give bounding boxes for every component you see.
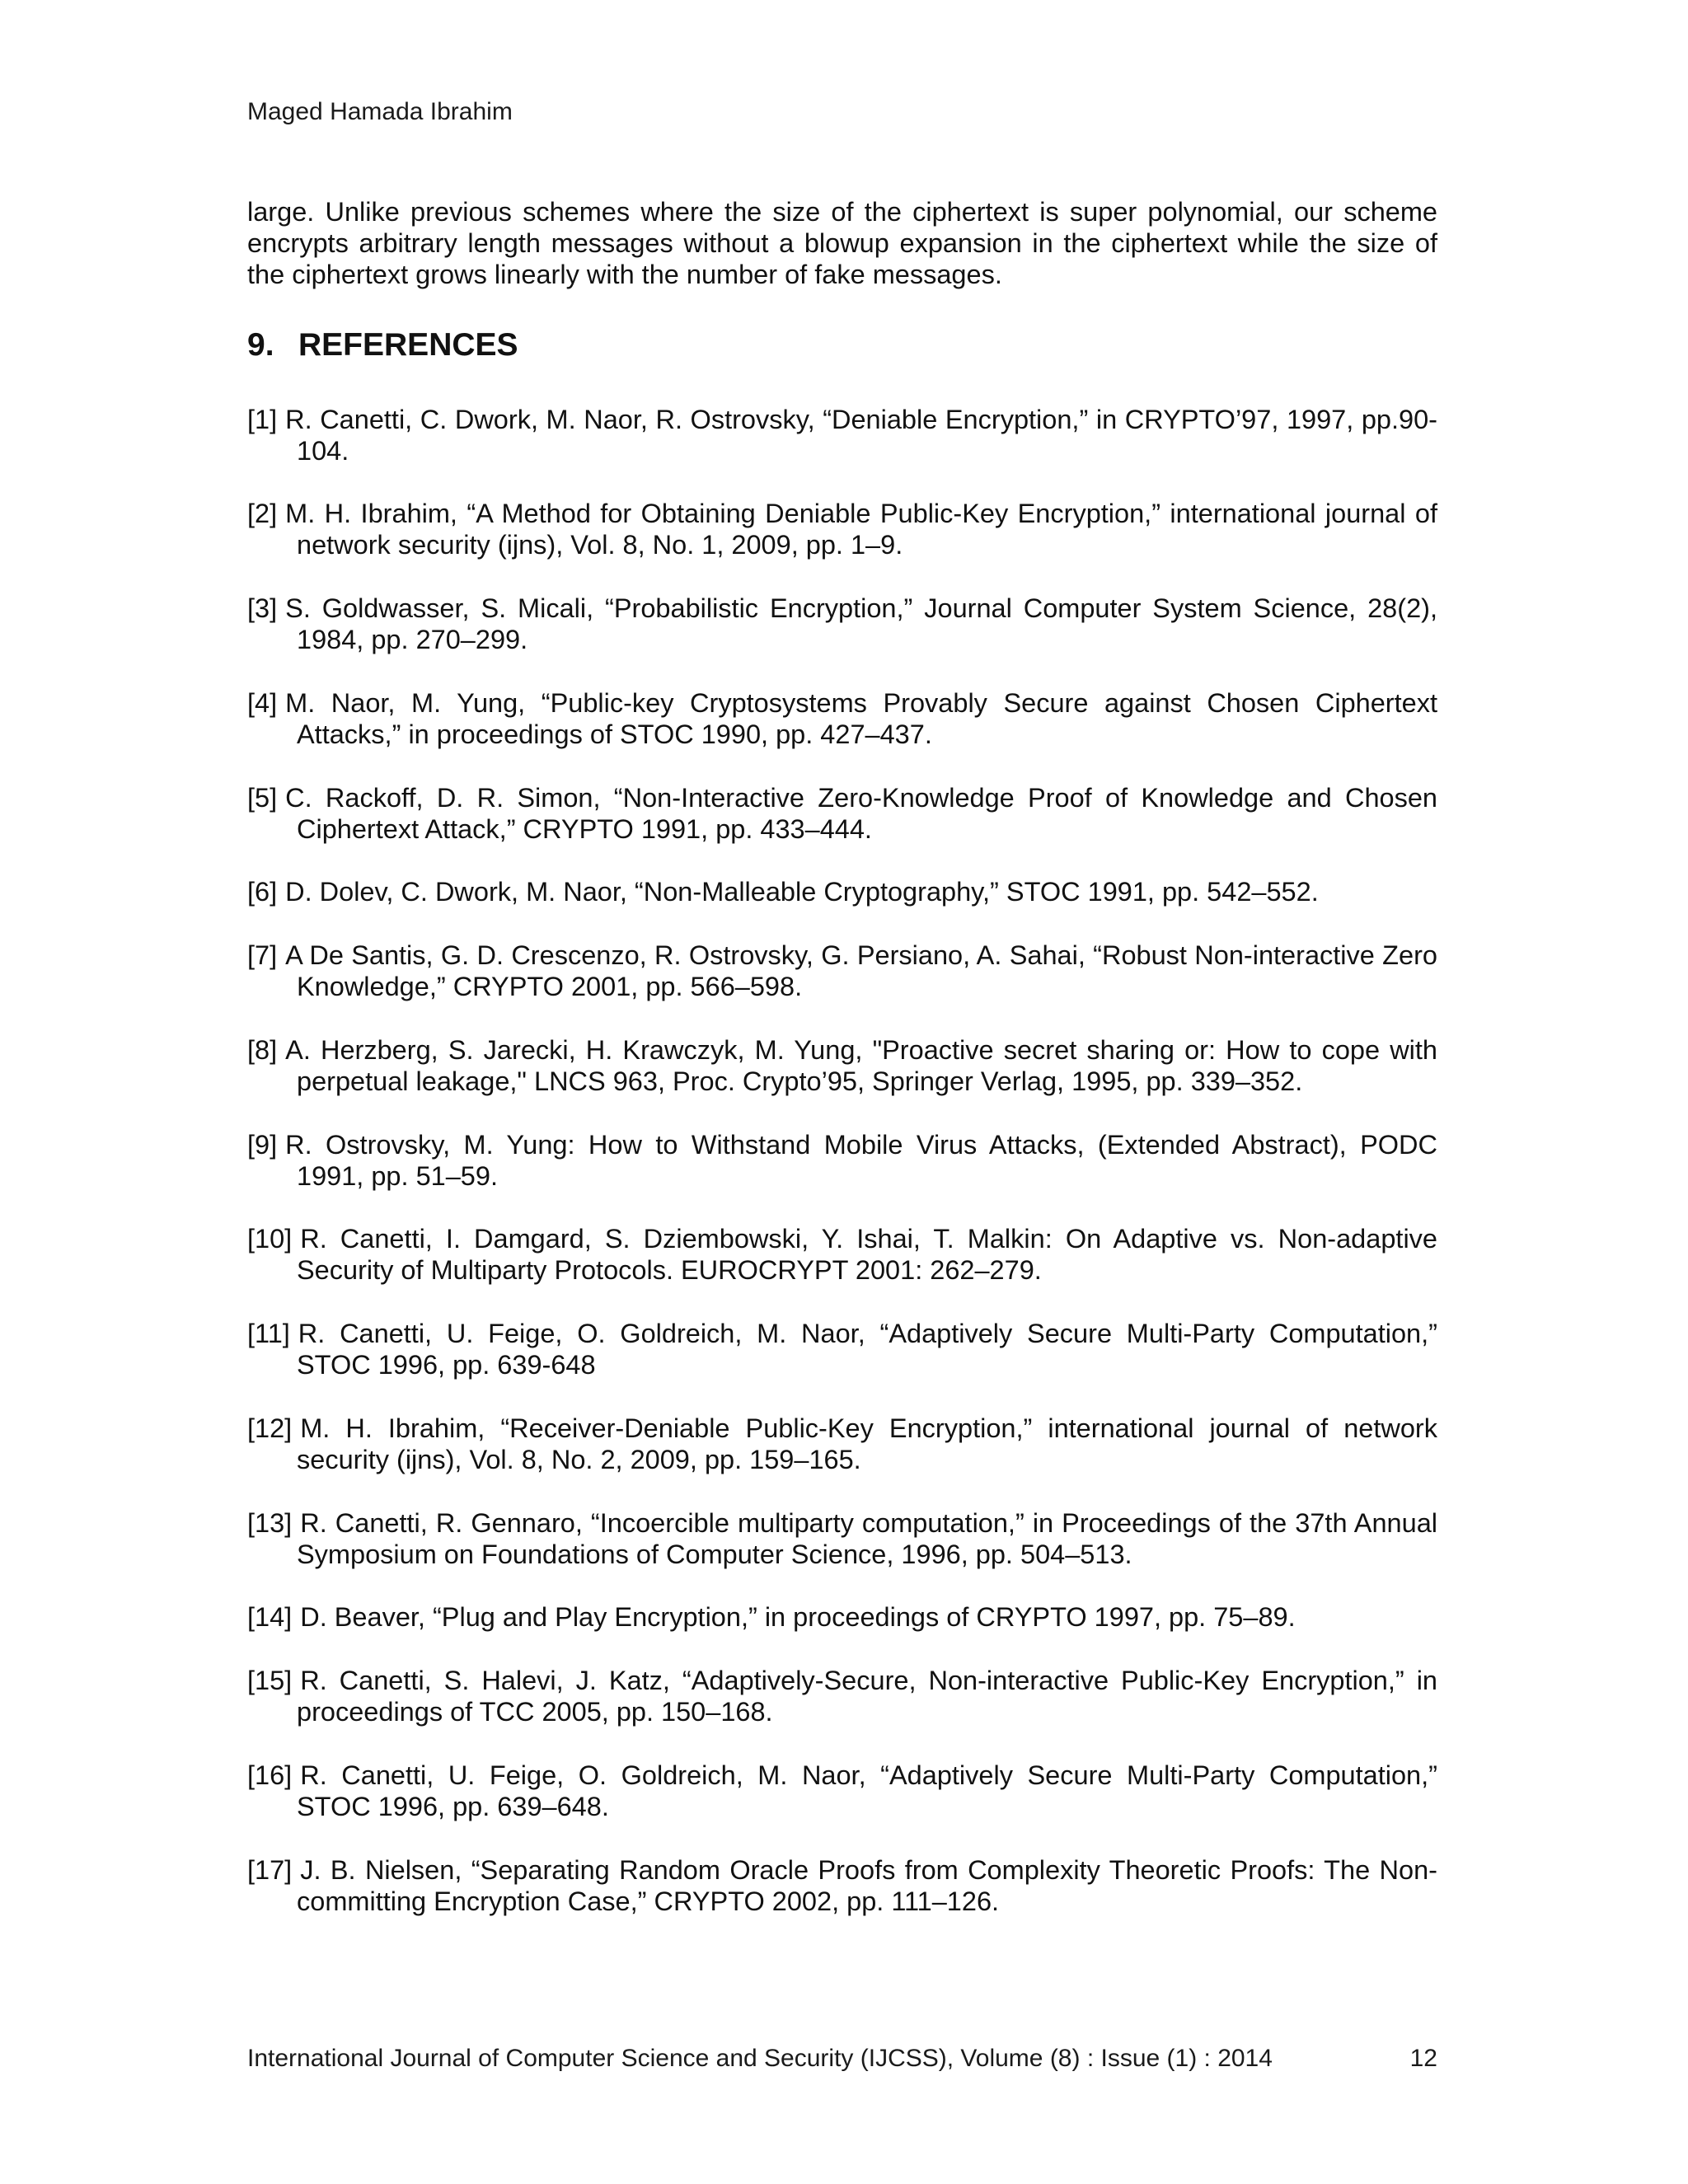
page-number: 12 — [1409, 2045, 1437, 2072]
running-header-author: Maged Hamada Ibrahim — [247, 98, 513, 125]
reference-label: [6] — [247, 877, 278, 907]
reference-item-15 — [247, 1665, 1437, 1727]
reference-label: [5] — [247, 783, 278, 813]
reference-label: [8] — [247, 1035, 278, 1065]
reference-label: [11] — [247, 1319, 290, 1348]
reference-text: R. Canetti, C. Dwork, M. Naor, R. Ostrovsky, “Deniable Encryption,” in CRYPTO’97, 1997, pp.90-104. — [285, 405, 1437, 466]
reference-label: [10] — [247, 1224, 293, 1254]
section-heading — [247, 326, 518, 364]
reference-text: A. Herzberg, S. Jarecki, H. Krawczyk, M. Yung, "Proactive secret sharing or: How to cope with perpetual leakage," LNCS 963, Proc. Crypto’95, Springer Verlag, 1995, pp. 339–352. — [285, 1035, 1437, 1096]
reference-item-12 — [247, 1413, 1437, 1475]
reference-label: [3] — [247, 593, 278, 623]
reference-label: [14] — [247, 1602, 293, 1632]
reference-text: D. Dolev, C. Dwork, M. Naor, “Non-Malleable Cryptography,” STOC 1991, pp. 542–552. — [285, 877, 1319, 907]
reference-item-11 — [247, 1318, 1437, 1380]
reference-label: [13] — [247, 1508, 293, 1538]
reference-label: [2] — [247, 499, 278, 528]
reference-item-2 — [247, 498, 1437, 560]
reference-item-14 — [247, 1601, 1437, 1633]
reference-item-10 — [247, 1223, 1437, 1286]
reference-item-6 — [247, 876, 1437, 907]
reference-label: [17] — [247, 1855, 293, 1885]
reference-text: S. Goldwasser, S. Micali, “Probabilistic Encryption,” Journal Computer System Science, 28(2), 1984, pp. 270–299. — [285, 593, 1437, 654]
footer-journal-citation: International Journal of Computer Science and Security (IJCSS), Volume (8) : Issue (1) : 2014 — [247, 2045, 1273, 2072]
reference-item-8 — [247, 1034, 1437, 1097]
reference-text: A De Santis, G. D. Crescenzo, R. Ostrovsky, G. Persiano, A. Sahai, “Robust Non-interactive Zero Knowledge,” CRYPTO 2001, pp. 566–598. — [285, 940, 1437, 1001]
reference-label: [7] — [247, 940, 278, 970]
reference-item-16 — [247, 1760, 1437, 1822]
reference-text: J. B. Nielsen, “Separating Random Oracle Proofs from Complexity Theoretic Proofs: The Non-committing Encryption Case,” CRYPTO 2002, pp. 111–126. — [297, 1855, 1437, 1916]
reference-text: R. Canetti, R. Gennaro, “Incoercible multiparty computation,” in Proceedings of the 37th Annual Symposium on Foundations of Computer Science, 1996, pp. 504–513. — [297, 1508, 1437, 1569]
body-paragraph: large. Unlike previous schemes where the size of the ciphertext is super polynomial, our scheme encrypts arbitrary length messages without a blowup expansion in the ciphertext while the size of the ciphertext grows linearly with the number of fake messages. — [247, 197, 1437, 289]
reference-item-13 — [247, 1507, 1437, 1570]
reference-text: M. H. Ibrahim, “Receiver-Deniable Public-Key Encryption,” international journal of network security (ijns), Vol. 8, No. 2, 2009, pp. 159–165. — [297, 1413, 1437, 1474]
reference-item-17 — [247, 1854, 1437, 1917]
reference-label: [12] — [247, 1413, 293, 1443]
reference-item-5 — [247, 782, 1437, 845]
reference-text: R. Ostrovsky, M. Yung: How to Withstand Mobile Virus Attacks, (Extended Abstract), PODC 1991, pp. 51–59. — [285, 1130, 1437, 1191]
reference-item-4 — [247, 687, 1437, 750]
reference-item-1 — [247, 404, 1437, 466]
reference-item-9 — [247, 1129, 1437, 1192]
reference-item-3 — [247, 593, 1437, 655]
reference-text: D. Beaver, “Plug and Play Encryption,” in proceedings of CRYPTO 1997, pp. 75–89. — [300, 1602, 1296, 1632]
reference-text: R. Canetti, I. Damgard, S. Dziembowski, Y. Ishai, T. Malkin: On Adaptive vs. Non-adaptive Security of Multiparty Protocols. EUROCRYPT 2001: 262–279. — [297, 1224, 1437, 1285]
reference-label: [16] — [247, 1760, 293, 1790]
reference-text: M. H. Ibrahim, “A Method for Obtaining Deniable Public-Key Encryption,” international journal of network security (ijns), Vol. 8, No. 1, 2009, pp. 1–9. — [285, 499, 1437, 560]
reference-text: R. Canetti, S. Halevi, J. Katz, “Adaptively-Secure, Non-interactive Public-Key Encryption,” in proceedings of TCC 2005, pp. 150–168. — [297, 1666, 1437, 1727]
reference-text: M. Naor, M. Yung, “Public-key Cryptosystems Provably Secure against Chosen Ciphertext Attacks,” in proceedings of STOC 1990, pp. 427–437. — [285, 688, 1437, 749]
reference-item-7 — [247, 940, 1437, 1002]
reference-label: [4] — [247, 688, 278, 718]
reference-text: R. Canetti, U. Feige, O. Goldreich, M. Naor, “Adaptively Secure Multi-Party Computation,” STOC 1996, pp. 639-648 — [297, 1319, 1437, 1380]
section-number: 9. — [247, 327, 274, 363]
reference-label: [1] — [247, 405, 278, 434]
reference-text: C. Rackoff, D. R. Simon, “Non-Interactive Zero-Knowledge Proof of Knowledge and Chosen Ciphertext Attack,” CRYPTO 1991, pp. 433–444. — [285, 783, 1437, 844]
section-title: REFERENCES — [298, 327, 518, 363]
reference-text: R. Canetti, U. Feige, O. Goldreich, M. Naor, “Adaptively Secure Multi-Party Computation,” STOC 1996, pp. 639–648. — [297, 1760, 1437, 1821]
reference-label: [15] — [247, 1666, 293, 1695]
reference-label: [9] — [247, 1130, 278, 1160]
